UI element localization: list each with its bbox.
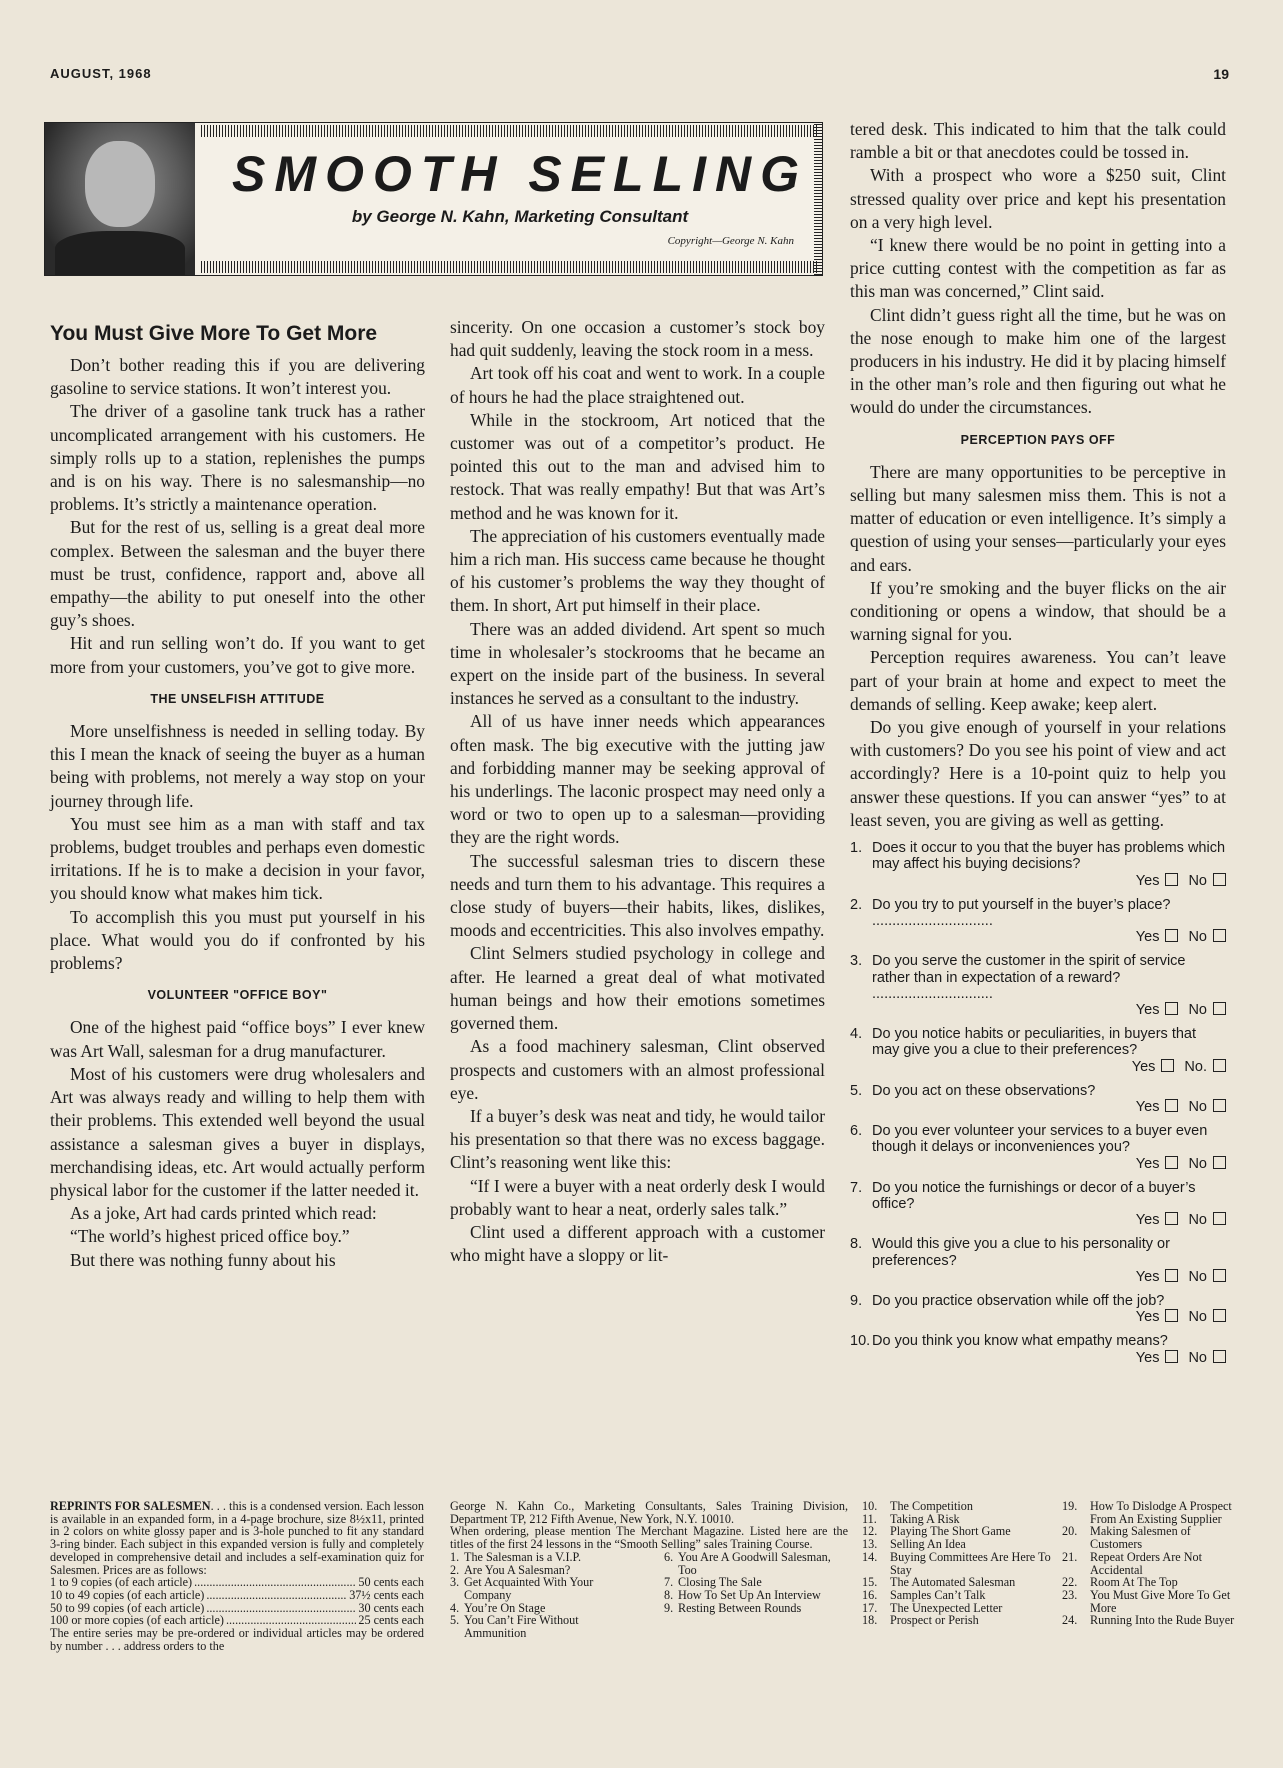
no-checkbox[interactable]: [1213, 1002, 1226, 1015]
quiz-item: [850, 1293, 1226, 1325]
yes-label: Yes: [1131, 1058, 1156, 1075]
subheading-perception-pays-off: PERCEPTION PAYS OFF: [960, 432, 1116, 447]
ordering-info: [450, 1500, 848, 1640]
no-label: No: [1188, 1155, 1207, 1172]
lesson-title-item: [1062, 1589, 1242, 1614]
lesson-number: 22.: [1062, 1575, 1078, 1590]
lesson-number: 17.: [862, 1600, 878, 1615]
quiz-item: [850, 1083, 1226, 1115]
yes-label: Yes: [1135, 1309, 1160, 1326]
no-checkbox[interactable]: [1213, 1212, 1226, 1225]
quiz-number: 4.: [850, 1026, 863, 1043]
quiz-item: [850, 1026, 1226, 1075]
lesson-number: 11.: [862, 1511, 877, 1526]
paragraph: But for the rest of us, selling is a great deal more complex. Between the salesman and the buyer there must be trust, confidence, rapport and, above all empathy—the ability to put oneself into the other guy’s shoes.: [50, 517, 425, 631]
yes-checkbox[interactable]: [1165, 1269, 1178, 1282]
paragraph: While in the stockroom, Art noticed that the customer was out of a competitor’s product. He pointed this out to the man and advised him to restock. That was really empathy! But that was Art’s method and he was known for it.: [450, 409, 825, 523]
lesson-title: The Automated Salesman: [890, 1575, 1016, 1590]
lesson-number: 19.: [1062, 1499, 1078, 1513]
reprints-notice: [50, 1500, 424, 1652]
lesson-title: Running Into the Rude Buyer: [1090, 1613, 1235, 1628]
paragraph: Clint used a different approach with a customer who might have a sloppy or lit-: [450, 1221, 825, 1266]
yes-checkbox[interactable]: [1165, 1099, 1178, 1112]
lesson-title: The Competition: [890, 1499, 973, 1513]
lesson-column-a: [450, 1551, 634, 1640]
lesson-number: 12.: [862, 1524, 878, 1539]
lesson-title-item: [450, 1614, 634, 1639]
quiz-question: Do you serve the customer in the spirit of service rather than in expectation of a reward? ..............................: [872, 953, 1186, 1002]
lesson-number: 24.: [1062, 1613, 1078, 1628]
paragraph: As a food machinery salesman, Clint observed prospects and customers with an almost professional eye.: [450, 1036, 825, 1103]
lesson-title-item: [1062, 1614, 1242, 1627]
yes-checkbox[interactable]: [1165, 929, 1178, 942]
lesson-title-item: [1062, 1551, 1242, 1576]
no-label: No: [1188, 929, 1207, 946]
quiz-question: Do you practice observation while off the job?: [872, 1292, 1165, 1309]
no-checkbox[interactable]: [1213, 1269, 1226, 1282]
quiz-number: 7.: [850, 1179, 863, 1196]
paragraph: tered desk. This indicated to him that the talk could ramble a bit or that anecdotes could be tossed in.: [850, 119, 1226, 163]
paragraph: “I knew there would be no point in getting into a price cutting contest with the competition as far as this man was concerned,” Clint said.: [850, 235, 1226, 302]
paragraph: “If I were a buyer with a neat orderly desk I would probably want to hear a neat, orderly sales talk.”: [450, 1175, 825, 1219]
banner-hatch-bottom: [201, 261, 818, 273]
quiz-answer-row: [872, 1269, 1226, 1285]
article-column-1: [50, 354, 425, 1272]
lesson-list-10-18: [862, 1500, 1062, 1627]
yes-label: Yes: [1135, 1268, 1160, 1285]
paragraph: But there was nothing funny about his: [70, 1249, 336, 1270]
yes-label: Yes: [1135, 1212, 1160, 1229]
lesson-title: Are You A Salesman?: [464, 1562, 571, 1577]
price-list: [50, 1576, 424, 1627]
lesson-title: Samples Can’t Talk: [890, 1587, 986, 1602]
lesson-number: 13.: [862, 1537, 878, 1552]
lesson-title: You Must Give More To Get More: [1090, 1587, 1231, 1615]
yes-checkbox[interactable]: [1165, 1350, 1178, 1363]
lesson-title: Selling An Idea: [890, 1537, 966, 1552]
lesson-number: 4.: [450, 1600, 460, 1615]
company-address: George N. Kahn Co., Marketing Consultants, Sales Training Division, Department TP, 212 Fifth Avenue, New York, N.Y. 10010.: [450, 1499, 848, 1526]
no-label: No: [1188, 1268, 1207, 1285]
lesson-title: Resting Between Rounds: [678, 1600, 802, 1615]
paragraph: Clint didn’t guess right all the time, but he was on the nose enough to make him one of the largest producers in his industry. He did it by placing himself in the other man’s role and then figuring out what he would do under the circumstances.: [850, 304, 1226, 418]
quiz-answer-row: [872, 873, 1226, 889]
quiz-number: 3.: [850, 953, 863, 970]
price-row: [50, 1589, 424, 1602]
quiz-number: 10.: [850, 1333, 871, 1350]
yes-checkbox[interactable]: [1165, 1309, 1178, 1322]
price-quantity: 100 or more copies (of each article): [50, 1613, 224, 1628]
banner-hatch-top: [201, 125, 818, 137]
quiz-answer-row: [872, 1099, 1226, 1115]
lesson-title-item: [862, 1614, 1062, 1627]
quiz-number: 2.: [850, 896, 863, 913]
quiz-answer-row: [872, 1309, 1226, 1325]
banner-hatch-right: [814, 123, 822, 275]
paragraph: There was an added dividend. Art spent so much time in wholesaler’s stockrooms that he became an expert on the inside part of the business. In several instances he served as a consultant to the industry.: [450, 618, 825, 709]
yes-checkbox[interactable]: [1161, 1059, 1174, 1072]
lesson-title: Prospect or Perish: [890, 1613, 979, 1628]
no-checkbox[interactable]: [1213, 1309, 1226, 1322]
no-label: No: [1188, 1001, 1207, 1018]
lesson-list-1-9: [450, 1551, 848, 1640]
paragraph: If a buyer’s desk was neat and tidy, he would tailor his presentation so that there was no excess baggage. Clint’s reasoning went like this:: [450, 1105, 825, 1173]
lesson-number: 20.: [1062, 1524, 1078, 1539]
lesson-title: How To Dislodge A Prospect From An Existing Supplier: [1090, 1499, 1232, 1526]
no-checkbox[interactable]: [1213, 873, 1226, 886]
lesson-number: 23.: [1062, 1587, 1078, 1602]
quiz-answer-row: [872, 1212, 1226, 1228]
no-checkbox[interactable]: [1213, 1059, 1226, 1072]
paragraph: Hit and run selling won’t do. If you want to get more from your customers, you’ve got to give more.: [50, 633, 425, 677]
quiz-question: Do you act on these observations?: [872, 1082, 1096, 1099]
lesson-title: Room At The Top: [1090, 1575, 1178, 1590]
yes-checkbox[interactable]: [1165, 1212, 1178, 1225]
quiz-answer-row: [872, 1059, 1226, 1075]
lesson-number: 2.: [450, 1562, 460, 1577]
paragraph: “The world’s highest priced office boy.”: [70, 1226, 350, 1247]
lesson-number: 8.: [664, 1587, 674, 1602]
lesson-number: 3.: [450, 1575, 460, 1590]
lesson-title-item: [1062, 1500, 1242, 1525]
portrait-shoulders: [55, 231, 185, 275]
article-column-2: [450, 316, 825, 1267]
quiz-item: [850, 1123, 1226, 1172]
quiz-question: Do you notice the furnishings or decor of a buyer’s office?: [872, 1179, 1196, 1212]
quiz-item: [850, 840, 1226, 889]
lesson-title: Buying Committees Are Here To Stay: [890, 1549, 1051, 1577]
title-banner: [44, 122, 823, 276]
leader-dots: [206, 1589, 347, 1602]
paragraph: Don’t bother reading this if you are delivering gasoline to service stations. It won’t interest you.: [50, 355, 425, 399]
paragraph: More unselfishness is needed in selling today. By this I mean the knack of seeing the buyer as a human being with problems, not merely a way stop on your journey through life.: [50, 721, 425, 811]
quiz-item: [850, 1333, 1226, 1365]
no-label: No: [1188, 1212, 1207, 1229]
portrait-head: [85, 141, 155, 227]
article-heading: You Must Give More To Get More: [50, 322, 378, 345]
lesson-number: 6.: [664, 1549, 674, 1564]
subheading-unselfish-attitude: THE UNSELFISH ATTITUDE: [150, 691, 325, 706]
yes-checkbox[interactable]: [1165, 1002, 1178, 1015]
no-checkbox[interactable]: [1213, 929, 1226, 942]
quiz-question: Do you think you know what empathy means?: [872, 1333, 1168, 1350]
quiz-number: 5.: [850, 1082, 863, 1099]
price-amount: 50 cents each: [358, 1575, 424, 1590]
leader-dots: [206, 1602, 356, 1615]
quiz-answer-row: [872, 1002, 1226, 1018]
yes-label: Yes: [1135, 1098, 1160, 1115]
lesson-list-19-24: [1062, 1500, 1242, 1627]
lesson-number: 1.: [450, 1549, 460, 1564]
yes-label: Yes: [1135, 1155, 1160, 1172]
lesson-number: 21.: [1062, 1549, 1078, 1564]
byline: by George N. Kahn, Marketing Consultant: [351, 207, 689, 226]
lesson-number: 16.: [862, 1587, 878, 1602]
paragraph: Most of his customers were drug wholesalers and Art was always ready and willing to help them with their problems. This extended well beyond the usual assistance a salesman gives a buyer in displays, merchandising ideas, etc. Art would actually perform physical labor for the customer if the latter needed it.: [50, 1063, 425, 1200]
paragraph: Art took off his coat and went to work. In a couple of hours he had the place straightened out.: [450, 363, 825, 407]
paragraph: The driver of a gasoline tank truck has a rather uncomplicated arrangement with his customers. He simply rolls up to a station, replenishes the pumps and is on his way. There is no salesmanship—no problems. It’s strictly a maintenance operation.: [50, 401, 425, 515]
lesson-number: 15.: [862, 1575, 878, 1590]
quiz-question: Does it occur to you that the buyer has problems which may affect his buying decisions?: [872, 840, 1226, 873]
yes-label: Yes: [1135, 929, 1160, 946]
yes-label: Yes: [1135, 1349, 1160, 1366]
paragraph: The successful salesman tries to discern these needs and turn them to his advantage. This requires a close study of buyers—their habits, likes, dislikes, moods and eccentricities. This also involves empathy.: [450, 850, 825, 941]
paragraph: One of the highest paid “office boys” I ever knew was Art Wall, salesman for a drug manufacturer.: [50, 1017, 425, 1061]
lesson-number: 14.: [862, 1549, 878, 1564]
lesson-number: 7.: [664, 1575, 674, 1590]
lesson-title: The Unexpected Letter: [890, 1600, 1003, 1615]
subheading-volunteer-office-boy: VOLUNTEER "OFFICE BOY": [147, 988, 328, 1003]
lesson-title: The Salesman is a V.I.P.: [464, 1549, 582, 1564]
quiz-number: 9.: [850, 1292, 863, 1309]
paragraph: With a prospect who wore a $250 suit, Clint stressed quality over price and kept his presentation on a very high level.: [850, 165, 1226, 232]
lesson-title: Closing The Sale: [678, 1575, 762, 1590]
lesson-title: Repeat Orders Are Not Accidental: [1090, 1549, 1203, 1577]
lesson-title-item: [664, 1551, 848, 1576]
lesson-title: You Can’t Fire Without Ammunition: [464, 1613, 579, 1641]
price-amount: 25 cents each: [358, 1613, 424, 1628]
series-text: The entire series may be pre-ordered or individual articles may be ordered by number . . . address orders to the: [50, 1626, 424, 1653]
lesson-column-b: [664, 1551, 848, 1640]
yes-label: Yes: [1135, 1001, 1160, 1018]
paragraph: sincerity. On one occasion a customer’s stock boy had quit suddenly, leaving the stock room in a mess.: [450, 317, 825, 361]
no-label: No: [1188, 1309, 1207, 1326]
no-label: No: [1188, 1349, 1207, 1366]
no-checkbox[interactable]: [1213, 1350, 1226, 1363]
copyright-note: Copyright—George N. Kahn: [667, 235, 794, 247]
quiz-item: [850, 897, 1226, 946]
lesson-title-item: [1062, 1525, 1242, 1550]
lesson-title: Playing The Short Game: [890, 1524, 1011, 1539]
price-quantity: 50 to 99 copies (of each article): [50, 1600, 205, 1615]
paragraph: The appreciation of his customers eventually made him a rich man. His success came because he thought of his customer’s problems the way they thought of them. In short, Art put himself in their place.: [450, 525, 825, 616]
yes-label: Yes: [1135, 872, 1160, 889]
no-label: No: [1188, 1098, 1207, 1115]
lesson-title-item: [664, 1602, 848, 1615]
lesson-title: You’re On Stage: [464, 1600, 546, 1615]
paragraph: If you’re smoking and the buyer flicks on the air conditioning or opens a window, that should be a warning signal for you.: [850, 577, 1226, 645]
quiz-number: 8.: [850, 1236, 863, 1253]
quiz-item: [850, 1180, 1226, 1229]
quiz-item: [850, 1236, 1226, 1285]
lesson-title: How To Set Up An Interview: [678, 1587, 821, 1602]
no-label: No.: [1184, 1058, 1207, 1075]
yes-checkbox[interactable]: [1165, 873, 1178, 886]
quiz-number: 6.: [850, 1123, 863, 1140]
paragraph: To accomplish this you must put yourself in his place. What would you do if confronted by his problems?: [50, 906, 425, 974]
leader-dots: [194, 1576, 356, 1589]
price-quantity: 10 to 49 copies (of each article): [50, 1587, 205, 1602]
yes-checkbox[interactable]: [1165, 1156, 1178, 1169]
lesson-title: Taking A Risk: [890, 1511, 960, 1526]
paragraph: As a joke, Art had cards printed which read:: [70, 1203, 377, 1224]
paragraph: Perception requires awareness. You can’t leave part of your brain at home and expect to meet the demands of selling. Keep awake; keep alert.: [850, 647, 1226, 714]
paragraph: There are many opportunities to be perceptive in selling but many salesmen miss them. This is not a matter of education or even intelligence. It’s simply a question of using your senses—particularly your eyes and ears.: [850, 461, 1226, 575]
reprints-title: REPRINTS FOR SALESMEN: [50, 1499, 211, 1513]
ordering-text: When ordering, please mention The Merchant Magazine. Listed here are the titles of the first 24 lessons in the “Smooth Selling” sales Training Course.: [450, 1524, 848, 1552]
lesson-title-item: [862, 1551, 1062, 1576]
author-portrait-photo: [45, 123, 195, 275]
no-label: No: [1188, 872, 1207, 889]
lesson-number: 5.: [450, 1613, 460, 1628]
lesson-title: You Are A Goodwill Salesman, Too: [678, 1549, 831, 1577]
page-number: 19: [1213, 66, 1229, 82]
no-checkbox[interactable]: [1213, 1099, 1226, 1112]
lesson-title: Get Acquainted With Your Company: [464, 1575, 594, 1602]
empathy-quiz: [850, 840, 1226, 1366]
price-amount: 30 cents each: [358, 1600, 424, 1615]
lesson-number: 9.: [664, 1600, 674, 1615]
paragraph: You must see him as a man with staff and tax problems, budget troubles and perhaps even domestic irritations. If he is to make a decision in your favor, you should know what makes him tick.: [50, 813, 425, 904]
quiz-question: Do you try to put yourself in the buyer’s place? ..............................: [872, 896, 1171, 929]
lesson-number: 18.: [862, 1613, 878, 1628]
price-amount: 37½ cents each: [349, 1587, 424, 1602]
article-column-3: [850, 118, 1226, 1374]
reprints-text: . . . this is a condensed version. Each lesson is available in an expanded form, in a 4-page brochure, size 8½x11, printed in 2 colors on white glossy paper and is 3-hole punched to fit any standard 3-ring binder. Each subject in this expanded version is fully and completely developed in comprehensive detail and includes a self-examination quiz for Salesmen. Prices are as follows:: [50, 1499, 424, 1577]
quiz-number: 1.: [850, 840, 863, 857]
paragraph: All of us have inner needs which appearances often mask. The big executive with the jutting jaw and forbidding manner may be seeking approval of his underlings. The laconic prospect may need only a word or two to open up to a salesman—providing they are the right words.: [450, 711, 825, 848]
quiz-question: Do you ever volunteer your services to a buyer even though it delays or inconveniences you?: [872, 1123, 1208, 1156]
price-quantity: 1 to 9 copies (of each article): [50, 1575, 193, 1590]
issue-date: AUGUST, 1968: [50, 66, 152, 81]
lesson-title-item: [450, 1576, 634, 1601]
paragraph: Do you give enough of yourself in your relations with customers? Do you see his point of view and act accordingly? Here is a 10-point quiz to help you answer these questions. If you can answer “yes” to at least seven, you are giving as well as getting.: [850, 717, 1226, 830]
quiz-answer-row: [872, 1350, 1226, 1366]
quiz-answer-row: [872, 929, 1226, 945]
no-checkbox[interactable]: [1213, 1156, 1226, 1169]
paragraph: Clint Selmers studied psychology in college and after. He learned a great deal of what motivated human beings and how their emotions sometimes governed them.: [450, 943, 825, 1034]
quiz-question: Would this give you a clue to his personality or preferences?: [872, 1236, 1170, 1269]
quiz-answer-row: [872, 1156, 1226, 1172]
lesson-title: Making Salesmen of Customers: [1090, 1524, 1191, 1552]
quiz-item: [850, 953, 1226, 1018]
lesson-number: 10.: [862, 1499, 878, 1513]
quiz-question: Do you notice habits or peculiarities, in buyers that may give you a clue to their preferences?: [872, 1026, 1197, 1059]
column-title: SMOOTH SELLING: [232, 146, 808, 202]
